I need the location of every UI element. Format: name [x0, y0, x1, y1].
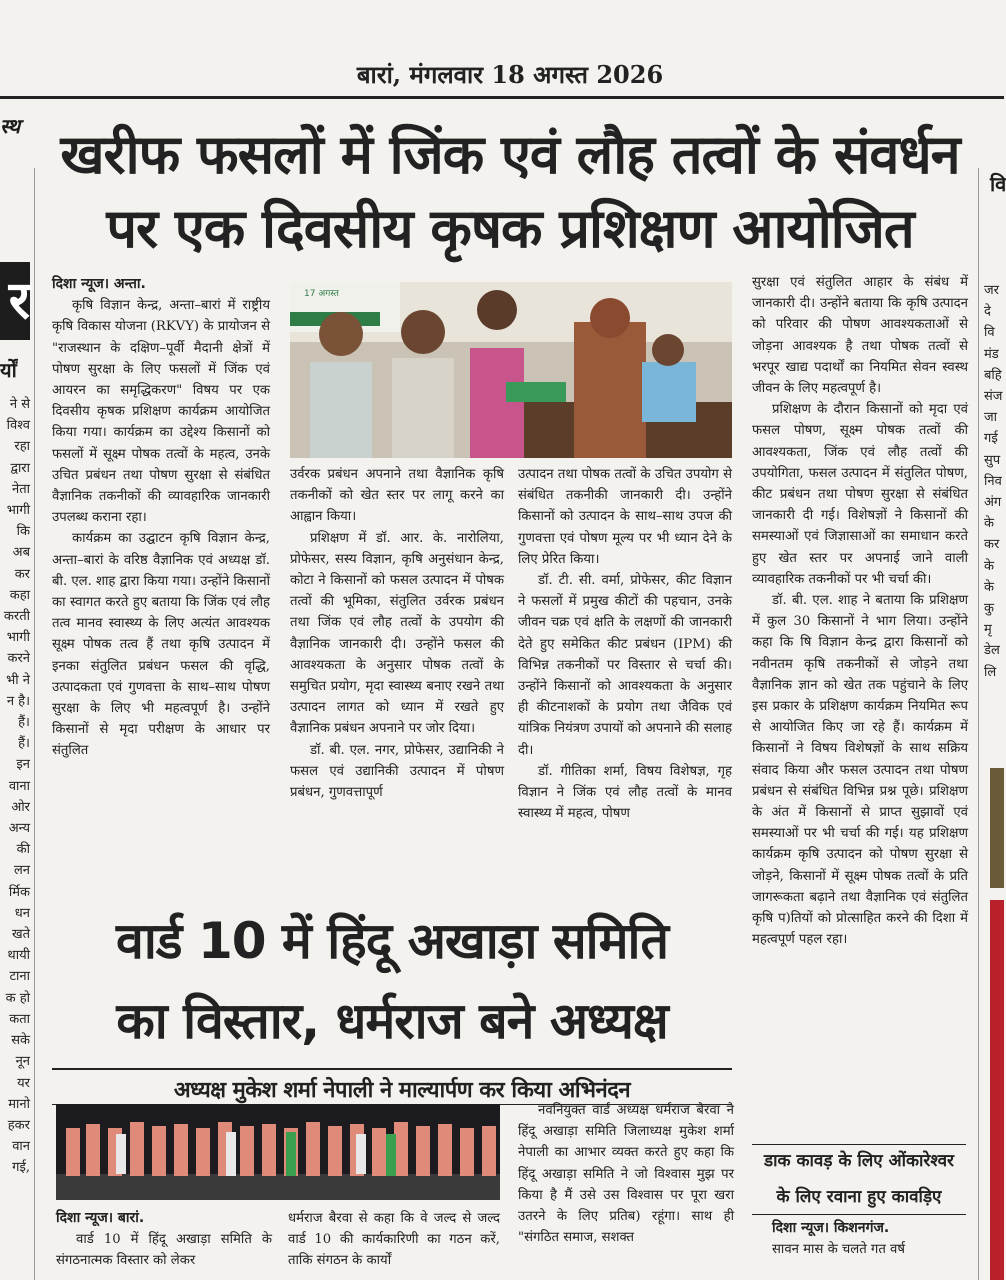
right-strip-line: सुप: [984, 452, 1001, 468]
training-photo-illustration: [290, 282, 732, 458]
right-strip-photo: [990, 768, 1004, 888]
story2-col2-para: धर्मराज बैरवा से कहा कि वे जल्द से जल्द वार्ड 10 की कार्यकारिणी का गठन करें, ताकि संगठन के कार्यों: [288, 1211, 500, 1269]
right-strip-line: जर: [984, 283, 999, 298]
left-strip-line: धन: [14, 905, 30, 921]
right-strip-text: [984, 280, 1006, 760]
story2-subhead: अध्यक्ष मुकेश शर्मा नेपाली ने माल्यार्पण कर किया अभिनंदन: [173, 1078, 631, 1103]
right-strip-line: जा: [984, 410, 998, 426]
masthead-date: बारां, मंगलवार 18 अगस्त 2026: [356, 60, 664, 89]
left-strip-line: कर: [14, 566, 30, 582]
left-strip-line: हकर: [7, 1117, 30, 1133]
left-strip-line: कि: [16, 524, 30, 540]
story2-headline-line2: का विस्तार, धर्मराज बने अध्यक्ष: [116, 992, 668, 1050]
story1-col2-para: डॉ. बी. एल. नगर, प्रोफेसर, उद्यानिकी ने फसल एवं उद्यानिकी उत्पादन में पोषण प्रबंधन, गुणवत्तापूर्ण: [290, 742, 504, 801]
left-strip-line: करने: [7, 651, 30, 667]
left-strip-line: वाना: [8, 778, 30, 794]
left-strip-line: द्वारा: [10, 460, 30, 476]
left-strip-line: वान: [12, 1139, 30, 1155]
left-strip-line: नेता: [12, 481, 30, 497]
right-strip-line: के: [984, 558, 994, 574]
right-strip-line: गई: [984, 431, 998, 447]
right-strip-line: डेल: [984, 643, 1000, 659]
story2-dateline: दिशा न्यूज। बारां.: [56, 1210, 145, 1226]
right-strip-line: के: [984, 579, 994, 595]
story2-col1-para: वार्ड 10 में हिंदू अखाड़ा समिति के संगठनात्मक विस्तार को लेकर: [56, 1232, 272, 1269]
left-strip-line: अब: [12, 545, 30, 561]
story3-para: सावन मास के चलते गत वर्ष: [772, 1242, 906, 1258]
left-strip-line: सके: [11, 1033, 30, 1049]
story3-rule: [752, 1214, 966, 1215]
story1-col4-para: सुरक्षा एवं संतुलित आहार के संबंध में जानकारी दी। उन्होंने बताया कि कृषि उत्पादन को परिवार की पोषण आवश्यकताओं से जोड़ना आवश्यक है तथा पोषक तत्वों से भरपूर खाद्य पदार्थों का नियमित सेवन स्वस्थ जीवन के लिए महत्वपूर्ण है।: [752, 275, 968, 397]
story2-photo: [56, 1104, 500, 1200]
left-strip-line: र्मिक: [8, 884, 30, 900]
left-strip-line: हैं।: [18, 715, 30, 731]
left-strip-line: न है।: [6, 693, 30, 709]
story1-col3-para: उत्पादन तथा पोषक तत्वों के उचित उपयोग से संबंधित तकनीकी जानकारी दी। उन्होंने किसानों को उत्पादन के साथ–साथ उपज की गुणवत्ता एवं पोषण मूल्य पर भी ध्यान देने के लिए प्रेरित किया।: [518, 467, 732, 567]
story3-top-rule: [752, 1144, 966, 1145]
left-strip-line: ओर: [11, 799, 30, 815]
left-strip-line: रहा: [14, 439, 30, 455]
left-strip-line: क हो: [5, 990, 30, 1006]
right-strip-line: कु: [984, 601, 994, 617]
masthead-rule: [0, 96, 1004, 99]
story1-col1-para: कृषि विज्ञान केन्द्र, अन्ता–बारां में राष्ट्रीय कृषि विकास योजना (RKVY) के प्रायोजन से "राजस्थान के दक्षिण–पूर्वी मैदानी क्षेत्रों में पोषण सुरक्षा के लिए फसलों में जिंक एवं आयरन का समृद्धिकरण" विषय पर एक दिवसीय कृषक प्रशिक्षण कार्यक्रम आयोजित किया गया। कार्यक्रम का उद्देश्य किसानों को फसलों में सूक्ष्म पोषक तत्वों के महत्व, उनके उचित प्रबंधन तथा पोषण सुरक्षा से संबंधित वैज्ञानिक तकनीकों की व्यावहारिक जानकारी उपलब्ध कराना रहा।: [52, 298, 270, 526]
right-strip-line: दे: [984, 304, 991, 320]
left-strip-line: नून: [15, 1054, 30, 1070]
story1-column-1: [52, 274, 270, 910]
left-strip-line: भागी: [6, 630, 30, 646]
left-strip-line: की: [16, 842, 30, 858]
left-strip-line: कता: [9, 1011, 30, 1027]
story2-col3-para: नवनियुक्त वार्ड अध्यक्ष धर्मराज बैरवा ने हिंदू अखाड़ा समिति जिलाध्यक्ष मुकेश शर्मा नेपाली का आभार व्यक्त करते हुए कहा कि हिंदू अखाड़ा समिति ने जो विश्वास मुझ पर किया है मैं उसे उस विश्वास पर पूरा खरा उतरने के लिए प्रतिब) रहूंगा। साथ ही "संगठित समाज, सशक्त: [518, 1103, 734, 1246]
story1-column-4: [752, 272, 968, 1138]
story1-dateline: दिशा न्यूज। अन्ता.: [52, 276, 146, 292]
story1-col2-para: उर्वरक प्रबंधन अपनाने तथा वैज्ञानिक कृषि तकनीकों को खेत स्तर पर लागू करने का आह्वान किया।: [290, 467, 504, 525]
right-strip-line: निव: [984, 473, 1002, 489]
left-strip-line: थायी: [7, 948, 30, 964]
left-strip-line: लन: [13, 863, 30, 879]
right-strip-line: वि: [984, 325, 995, 341]
left-strip-line: मानो: [8, 1096, 30, 1112]
story1-col1-para: कार्यक्रम का उद्घाटन कृषि विज्ञान केन्द्र, अन्ता–बारां के वरिष्ठ वैज्ञानिक एवं अध्यक्ष डॉ. बी. एल. शाह द्वारा किया गया। उन्होंने किसानों का स्वागत करते हुए बताया कि जिंक एवं लौह तत्व मानव स्वास्थ्य के लिए अत्यंत आवश्यक सूक्ष्म पोषक तत्व हैं तथा कृषि उत्पादन में इनका संतुलित प्रबंधन फसल की वृद्धि, उत्पादकता एवं गुणवत्ता के साथ–साथ पोषण सुरक्षा के लिए भी महत्वपूर्ण है। उन्होंने किसानों से मृदा परीक्षण के आधार पर संतुलित: [52, 531, 270, 759]
left-strip-line: करती: [3, 609, 30, 625]
right-strip-line: कर: [984, 537, 1000, 553]
story3-headline-line2: के लिए रवाना हुए कावड़िए: [776, 1187, 942, 1207]
left-strip-line: अन्य: [8, 821, 30, 837]
story2-column-1: [56, 1208, 272, 1280]
story2-column-3: [518, 1100, 734, 1280]
group-photo-illustration: [56, 1104, 500, 1200]
story2-rule: [52, 1068, 732, 1070]
left-strip-line: भी ने: [6, 672, 30, 688]
story1-col4-para: प्रशिक्षण के दौरान किसानों को मृदा एवं फसल पोषण, सूक्ष्म पोषक तत्वों की आवश्यकता, जिंक एवं लौह तत्वों की उपयोगिता, फसल उत्पादन में संतुलित पोषण, कीट प्रबंधन तथा पोषण सुरक्षा से संबंधित जानकारी दी गई। विशेषज्ञों ने किसानों की समस्याओं एवं जिज्ञासाओं का समाधान करते हुए खेत स्तर पर अपनाई जाने वाली व्यावहारिक तकनीकों पर भी चर्चा की।: [752, 402, 968, 587]
right-strip-line: अंग: [984, 495, 1002, 511]
photo-banner-text: 17 अगस्त: [304, 289, 339, 299]
story1-col2-para: प्रशिक्षण में डॉ. आर. के. नारोलिया, प्रोफेसर, सस्य विज्ञान, कृषि अनुसंधान केन्द्र, कोटा ने किसानों को फसल उत्पादन में पोषक तत्वों की भूमिका, संतुलित उर्वरक प्रबंधन तथा जिंक एवं लौह तत्वों के उपयोग की वैज्ञानिक जानकारी दी। उन्होंने फसल की आवश्यकता के अनुसार पोषक तत्वों के समुचित प्रयोग, मृदा स्वास्थ्य बनाए रखने तथा उत्पादन लागत को ध्यान में रखते हुए वैज्ञानिक प्रबंधन अपनाने पर जोर दिया।: [290, 530, 504, 737]
left-strip-line: ने से: [9, 397, 30, 412]
right-strip-line: बहि: [984, 367, 1002, 383]
right-strip-top-label: वि: [990, 172, 1006, 196]
left-strip-line: इन: [16, 757, 30, 773]
left-strip-text: [0, 394, 30, 1280]
left-strip-sub-label: र्यों: [0, 358, 17, 382]
story1-col3-para: डॉ. गीतिका शर्मा, विषय विशेषज्ञ, गृह विज्ञान ने जिंक एवं लौह तत्वों के मानव स्वास्थ्य में महत्व, पोषण: [518, 763, 732, 822]
left-strip-line: यर: [17, 1075, 30, 1091]
story1-col3-para: डॉ. टी. सी. वर्मा, प्रोफेसर, कीट विज्ञान ने फसलों में प्रमुख कीटों की पहचान, उनके जीवन चक्र एवं क्षति के लक्षणों की जानकारी देते हुए समेकित कीट प्रबंधन (IPM) की विभिन्न तकनीकों पर विस्तार से चर्चा की। उन्होंने किसानों को आवश्यकता के अनुसार ही कीटनाशकों के प्रयोग तथा जैविक एवं यांत्रिक नियंत्रण उपायों को अपनाने की सलाह दी।: [518, 573, 732, 758]
left-strip-big-glyph: र: [0, 262, 30, 340]
left-strip-line: खते: [11, 927, 30, 943]
story1-photo: [290, 282, 732, 458]
right-strip-line: मृ: [984, 622, 992, 638]
story1-headline-line2: पर एक दिवसीय कृषक प्रशिक्षण आयोजित: [106, 197, 914, 260]
left-strip-line: विश्व: [6, 418, 30, 434]
story3-body: [752, 1218, 966, 1280]
right-strip-line: संज: [984, 389, 1003, 405]
right-strip-line: मंड: [984, 346, 999, 362]
story2-headline-line1: वार्ड 10 में हिंदू अखाड़ा समिति: [116, 912, 668, 970]
story1-headline-line1: खरीफ फसलों में जिंक एवं लौह तत्वों के संवर्धन: [60, 123, 960, 186]
right-strip-red-ad: [990, 900, 1004, 1280]
story1-column-2: [290, 464, 504, 890]
story1-col4-para: डॉ. बी. एल. शाह ने बताया कि प्रशिक्षण में कुल 30 किसानों ने भाग लिया। उन्होंने कहा कि षि विज्ञान केन्द्र द्वारा किसानों को नवीनतम कृषि तकनीकों से जोड़ने तथा वैज्ञानिक ज्ञान को खेत तक पहुंचाने के लिए इस प्रकार के प्रशिक्षण कार्यक्रम नियमित रूप से आयोजित किए जा रहे हैं। कार्यक्रम में किसानों ने विषय विशेषज्ञों के साथ सक्रिय संवाद किया और फसल उत्पादन तथा पोषण प्रबंधन से संबंधित विभिन्न प्रश्न पूछे। प्रशिक्षण के अंत में किसानों से प्राप्त सुझावों एवं समस्याओं पर भी चर्चा की गई। यह प्रशिक्षण कार्यक्रम कृषि उत्पादन को पोषण सुरक्षा से जोड़ने, किसानों में सूक्ष्म पोषक तत्वों के प्रति जागरूकता बढ़ाने तथा वैज्ञानिक एवं संतुलित कृषि प)तियों को प्रोत्साहित करने की दिशा में महत्वपूर्ण पहल रहा।: [752, 593, 968, 948]
story3-dateline: दिशा न्यूज। किशनगंज.: [772, 1220, 890, 1236]
left-strip-line: भागी: [6, 503, 30, 519]
story2-column-2: [288, 1208, 500, 1280]
right-strip-line: के: [984, 516, 994, 532]
story1-column-3: [518, 464, 732, 890]
left-strip-line: टाना: [9, 969, 30, 985]
story3-headline-line1: डाक कावड़ के लिए ओंकारेश्वर: [763, 1151, 955, 1171]
left-strip-top-label: स्थ: [0, 114, 21, 138]
left-strip-line: हैं।: [18, 736, 30, 752]
left-strip-line: कहा: [9, 587, 30, 603]
left-strip-line: गई,: [12, 1160, 30, 1176]
right-strip-line: लि: [984, 664, 997, 680]
